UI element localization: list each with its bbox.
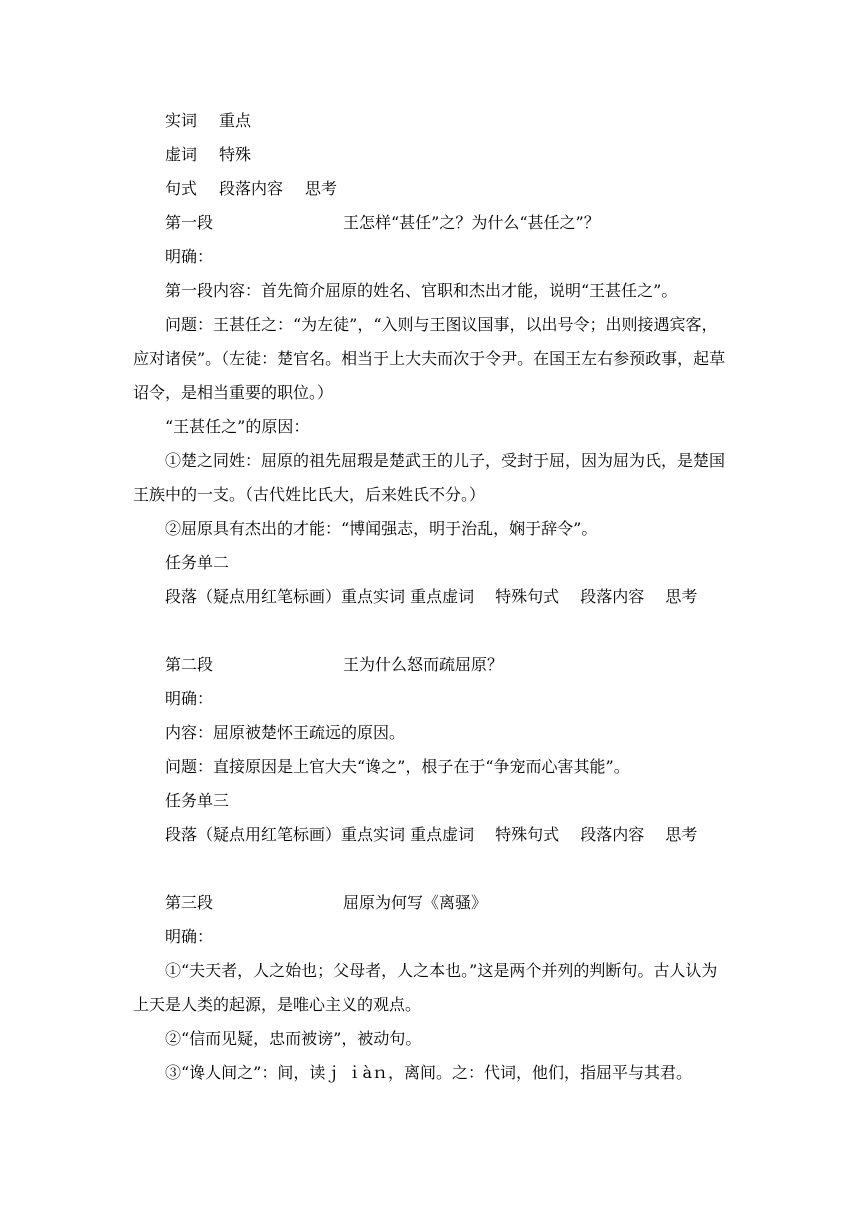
task-3-title: 任务单三: [165, 791, 230, 810]
p3-question-heading: [343, 893, 487, 913]
p2-heading: [165, 655, 213, 675]
p2-question-text: 王为什么怒而疏屈原？: [343, 655, 504, 674]
label-jushi: 句式: [165, 179, 198, 198]
p3-item-3: ③“谗人间之”：间，读ｊ ｉàｎ，离间。之：代词，他们，指屈平与其君。: [165, 1063, 692, 1082]
p3-mingque: 明确：: [165, 927, 214, 946]
p1-mingque: 明确：: [165, 247, 214, 266]
task-3-headers: 段落（疑点用红笔标画）重点实词 重点虚词 特殊句式 段落内容 思考: [165, 825, 698, 844]
p3-item-2: ②“信而见疑，忠而被谤”，被动句。: [165, 1029, 422, 1048]
p1-heading: [165, 213, 213, 233]
p1-question-paragraph: 问题：王甚任之：“为左徒”，“入则与王图议国事，以出号令；出则接遇宾客，应对诸侯”。（左徒：楚官名。相当于上大夫而次于令尹。在国王左右参预政事，起草诏令，是相当重要的职位。）: [133, 315, 726, 402]
label-sikao: 思考: [305, 179, 338, 198]
p3-label: 第三段: [165, 893, 214, 912]
p2-question-heading: [343, 655, 503, 675]
label-duanluo-neirong: 段落内容: [219, 179, 284, 198]
p3-item-1: ①“夫天者，人之始也；父母者，人之本也。”这是两个并列的判断句。古人认为上天是人类的起源，是唯心主义的观点。: [133, 961, 718, 1014]
p3-heading: [165, 893, 213, 913]
p2-label: 第二段: [165, 655, 214, 674]
p1-reason-title: “王甚任之”的原因：: [165, 417, 310, 436]
label-teshu: 特殊: [219, 145, 252, 164]
p1-label: 第一段: [165, 213, 214, 232]
p2-content: 内容：屈原被楚怀王疏远的原因。: [165, 723, 406, 742]
row-xuci: [165, 145, 251, 165]
label-xuci: 虚词: [165, 145, 198, 164]
p1-question-heading: [343, 213, 600, 233]
label-shici: 实词: [165, 111, 198, 130]
p2-mingque: 明确：: [165, 689, 214, 708]
p2-question: 问题：直接原因是上官大夫“谗之”，根子在于“争宠而心害其能”。: [165, 757, 630, 776]
label-zhongdian: 重点: [219, 111, 252, 130]
p1-content: 第一段内容：首先简介屈原的姓名、官职和杰出才能，说明“王甚任之”。: [165, 281, 678, 300]
p1-reason-1: ①楚之同姓：屈原的祖先屈瑕是楚武王的儿子，受封于屈，因为屈为氏，是楚国王族中的一支。（古代姓比氏大，后来姓氏不分。）: [133, 451, 726, 504]
p1-question-text: 王怎样“甚任”之？为什么“甚任之”？: [343, 213, 600, 232]
row-jushi: [165, 179, 337, 199]
p3-question-text: 屈原为何写《离骚》: [343, 893, 488, 912]
task-2-title: 任务单二: [165, 553, 230, 572]
p1-reason-2: ②屈原具有杰出的才能：“博闻强志，明于治乱，娴于辞令”。: [165, 519, 598, 538]
row-shici: [165, 111, 251, 131]
task-2-headers: 段落（疑点用红笔标画）重点实词 重点虚词 特殊句式 段落内容 思考: [165, 587, 698, 606]
